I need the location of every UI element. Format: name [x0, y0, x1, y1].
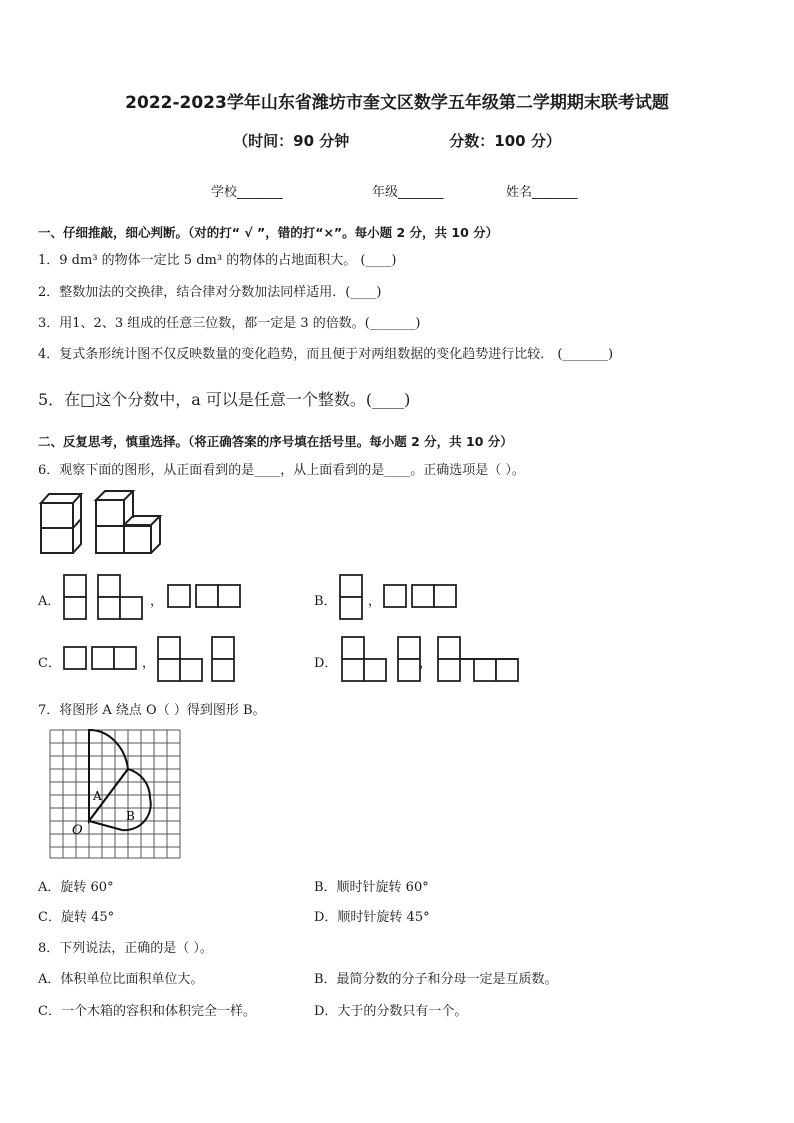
- square: [412, 585, 434, 607]
- square: [168, 585, 190, 607]
- comma: ，: [142, 656, 156, 671]
- square: [98, 597, 120, 619]
- page-title: 2022-2023学年山东省潍坊市奎文区数学五年级第二学期期末联考试题: [125, 93, 669, 113]
- square: [340, 575, 362, 597]
- question-6: 6．观察下面的图形，从正面看到的是____，从上面看到的是____。正确选项是（ ）。: [38, 463, 525, 478]
- question-1: 1．9 dm³ 的物体一定比 5 dm³ 的物体的占地面积大。 (____): [38, 253, 397, 268]
- comma: ，: [368, 594, 382, 609]
- q7-option-a[interactable]: A．旋转 60°: [38, 880, 114, 895]
- grade-field[interactable]: 年级_______: [372, 185, 444, 200]
- square: [64, 647, 86, 669]
- square: [496, 659, 518, 681]
- question-7: 7．将图形 A 绕点 O（ ）得到图形 B。: [38, 703, 266, 718]
- square: [218, 585, 240, 607]
- comma: ，: [419, 656, 433, 671]
- cube-lower-2b: [124, 526, 151, 553]
- q6-option-b-label[interactable]: B．: [314, 594, 337, 609]
- cube-figure: [36, 488, 166, 558]
- square: [342, 659, 364, 681]
- comma: ，: [150, 594, 164, 609]
- q7-option-d[interactable]: D．顺时针旋转 45°: [314, 910, 430, 925]
- q7-option-c[interactable]: C．旋转 45°: [38, 910, 115, 925]
- square: [64, 597, 86, 619]
- label-b: B: [126, 809, 135, 823]
- school-field[interactable]: 学校_______: [211, 185, 283, 200]
- grid-lines: [50, 730, 180, 858]
- time-limit: （时间：90 分钟: [233, 132, 350, 150]
- cube-lower-2a: [96, 526, 124, 553]
- section2-heading: 二、反复思考，慎重选择。（将正确答案的序号填在括号里。每小题 2 分，共 10 分）: [38, 434, 513, 449]
- square: [114, 647, 136, 669]
- rotation-grid-figure: [50, 730, 185, 860]
- square: [340, 597, 362, 619]
- square: [158, 659, 180, 681]
- question-2: 2．整数加法的交换律，结合律对分数加法同样适用．(____): [38, 285, 382, 300]
- cube-top-face-3: [124, 516, 160, 525]
- question-4: 4．复式条形统计图不仅反映数量的变化趋势，而且便于对两组数据的变化趋势进行比较． (_______): [38, 347, 614, 362]
- cube-top-face-2: [96, 491, 133, 500]
- square: [212, 637, 234, 659]
- label-a: A: [93, 789, 102, 803]
- square: [342, 637, 364, 659]
- q8-option-d[interactable]: D．大于的分数只有一个。: [314, 1004, 468, 1019]
- section1-heading: 一、仔细推敲，细心判断。（对的打“ √ ”，错的打“×”。每小题 2 分，共 10 分）: [38, 225, 499, 240]
- q6-option-a-label[interactable]: A．: [38, 594, 61, 609]
- name-field[interactable]: 姓名_______: [506, 185, 578, 200]
- cube-top-face: [41, 494, 81, 503]
- square: [438, 637, 460, 659]
- q6-option-d-label[interactable]: D．: [314, 656, 338, 671]
- q8-option-a[interactable]: A．体积单位比面积单位大。: [38, 972, 204, 987]
- square: [212, 659, 234, 681]
- square: [438, 659, 460, 681]
- q6-option-b-figures: [338, 573, 468, 623]
- square: [434, 585, 456, 607]
- square: [180, 659, 202, 681]
- question-3: 3．用1、2、3 组成的任意三位数，都一定是 3 的倍数。(_______): [38, 316, 421, 331]
- square: [92, 647, 114, 669]
- q6-option-c-label[interactable]: C．: [38, 656, 61, 671]
- square: [384, 585, 406, 607]
- cube-upper-2: [96, 500, 124, 526]
- square: [64, 575, 86, 597]
- q7-option-b[interactable]: B．顺时针旋转 60°: [314, 880, 429, 895]
- cube-lower: [41, 528, 73, 553]
- label-o: O: [72, 823, 83, 838]
- square: [158, 637, 180, 659]
- exam-meta: [0, 130, 794, 151]
- cube-side-edge: [73, 519, 81, 528]
- q6-option-d-figures: [340, 635, 530, 685]
- total-score: 分数：100 分）: [449, 132, 561, 150]
- square: [196, 585, 218, 607]
- square: [474, 659, 496, 681]
- question-8: 8．下列说法，正确的是（ ）。: [38, 941, 213, 956]
- square: [398, 637, 420, 659]
- question-5: 5．在□这个分数中，a 可以是任意一个整数。(____): [38, 390, 411, 409]
- square: [98, 575, 120, 597]
- square: [120, 597, 142, 619]
- q8-option-c[interactable]: C．一个木箱的容积和体积完全一样。: [38, 1004, 256, 1019]
- q8-option-b[interactable]: B．最简分数的分子和分母一定是互质数。: [314, 972, 558, 987]
- square: [364, 659, 386, 681]
- cube-upper: [41, 503, 73, 528]
- square: [398, 659, 420, 681]
